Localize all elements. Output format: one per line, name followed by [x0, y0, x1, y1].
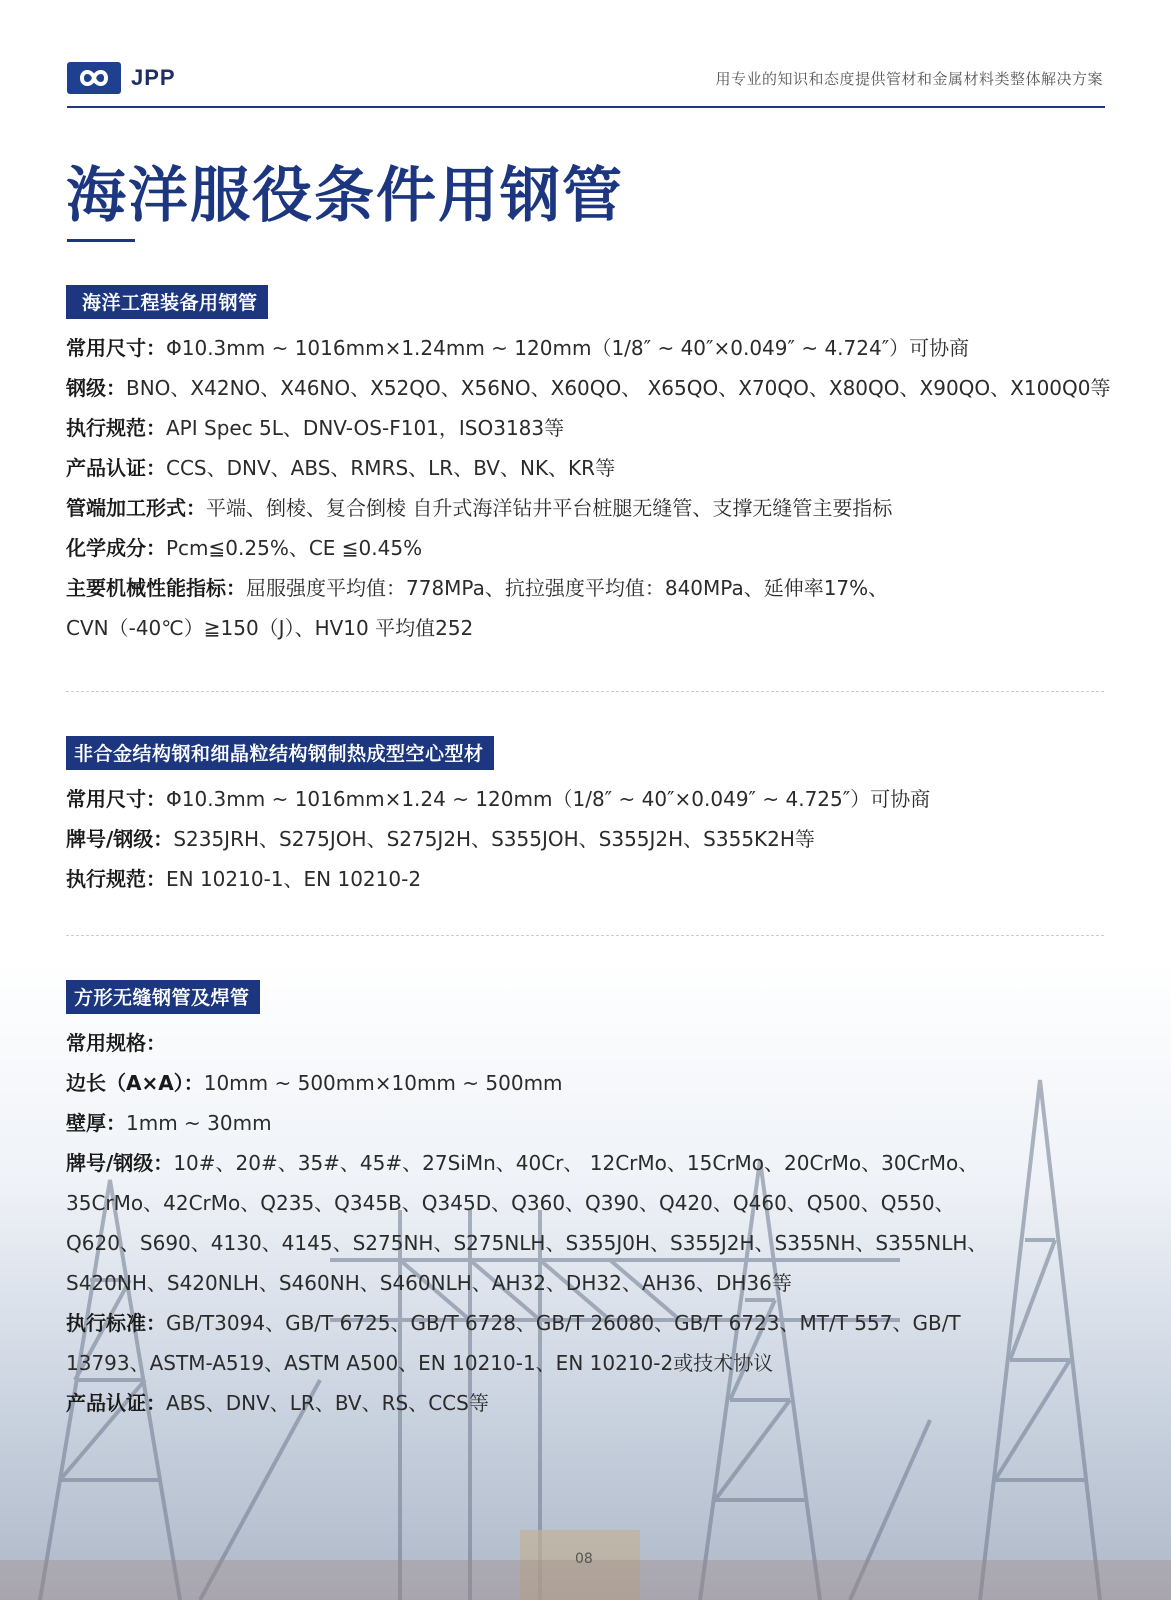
page-number: 08 — [575, 1551, 593, 1567]
header-tagline: 用专业的知识和态度提供管材和金属材料类整体解决方案 — [715, 70, 1103, 88]
spec-row: CVN（-40℃）≧150（J）、HV10 平均值252 — [66, 616, 474, 640]
section-divider — [66, 935, 1104, 936]
spec-row: 13793、ASTM-A519、ASTM A500、EN 10210-1、EN 10210-2或技术协议 — [66, 1351, 774, 1375]
spec-row: 35CrMo、42CrMo、Q235、Q345B、Q345D、Q360、Q390、Q420、Q460、Q500、Q550、 — [66, 1191, 955, 1215]
spec-row: S420NH、S420NLH、S460NH、S460NLH、AH32、DH32、AH36、DH36等 — [66, 1271, 792, 1295]
page-header — [67, 60, 1105, 108]
spec-row: 牌号/钢级：S235JRH、S275JOH、S275J2H、S355JOH、S355J2H、S355K2H等 — [66, 827, 815, 851]
section-marine-equipment-pipe — [66, 285, 1116, 648]
spec-row: 化学成分：Pcm≦0.25%、CE ≦0.45% — [66, 536, 423, 560]
section-square-pipe — [66, 980, 1116, 1423]
spec-row: 常用尺寸：Φ10.3mm ~ 1016mm×1.24mm ~ 120mm（1/8″ ~ 40″×0.049″ ~ 4.724″）可协商 — [66, 336, 970, 360]
spec-row: 产品认证：CCS、DNV、ABS、RMRS、LR、BV、NK、KR等 — [66, 456, 616, 480]
section-label: 非合金结构钢和细晶粒结构钢制热成型空心型材 — [66, 736, 494, 770]
section-divider — [66, 691, 1104, 692]
title-underline — [67, 239, 135, 242]
section-label: 海洋工程装备用钢管 — [66, 285, 268, 319]
spec-row: 钢级：BNO、X42NO、X46NO、X52QO、X56NO、X60QO、 X65QO、X70QO、X80QO、X90QO、X100Q0等 — [66, 376, 1111, 400]
spec-row: 执行标准：GB/T3094、GB/T 6725、GB/T 6728、GB/T 26080、GB/T 6723、MT/T 557、GB/T — [66, 1311, 961, 1335]
spec-row: Q620、S690、4130、4145、S275NH、S275NLH、S355J0H、S355J2H、S355NH、S355NLH、 — [66, 1231, 988, 1255]
spec-row: 主要机械性能指标：屈服强度平均值：778MPa、抗拉强度平均值：840MPa、延伸率17%、 — [66, 576, 889, 600]
spec-row: 执行规范：API Spec 5L、DNV-OS-F101，ISO3183等 — [66, 416, 565, 440]
spec-row: 产品认证：ABS、DNV、LR、BV、RS、CCS等 — [66, 1391, 489, 1415]
spec-row: 管端加工形式：平端、倒棱、复合倒棱 自升式海洋钻井平台桩腿无缝管、支撑无缝管主要指标 — [66, 496, 893, 520]
spec-row: 牌号/钢级：10#、20#、35#、45#、27SiMn、40Cr、 12CrMo、15CrMo、20CrMo、30CrMo、 — [66, 1151, 979, 1175]
company-logo — [67, 62, 176, 94]
spec-row: 壁厚：1mm ~ 30mm — [66, 1111, 272, 1135]
section-label: 方形无缝钢管及焊管 — [66, 980, 260, 1014]
section-hollow-sections — [66, 736, 1116, 899]
spec-row: 常用尺寸：Φ10.3mm ~ 1016mm×1.24 ~ 120mm（1/8″ ~ 40″×0.049″ ~ 4.725″）可协商 — [66, 787, 931, 811]
brand-name: JPP — [131, 65, 176, 90]
spec-row: 常用规格： — [66, 1031, 166, 1055]
infinity-logo-icon — [67, 62, 121, 94]
spec-row: 边长（A×A）：10mm ~ 500mm×10mm ~ 500mm — [66, 1071, 563, 1095]
page-title: 海洋服役条件用钢管 — [66, 161, 624, 231]
spec-row: 执行规范：EN 10210-1、EN 10210-2 — [66, 867, 422, 891]
